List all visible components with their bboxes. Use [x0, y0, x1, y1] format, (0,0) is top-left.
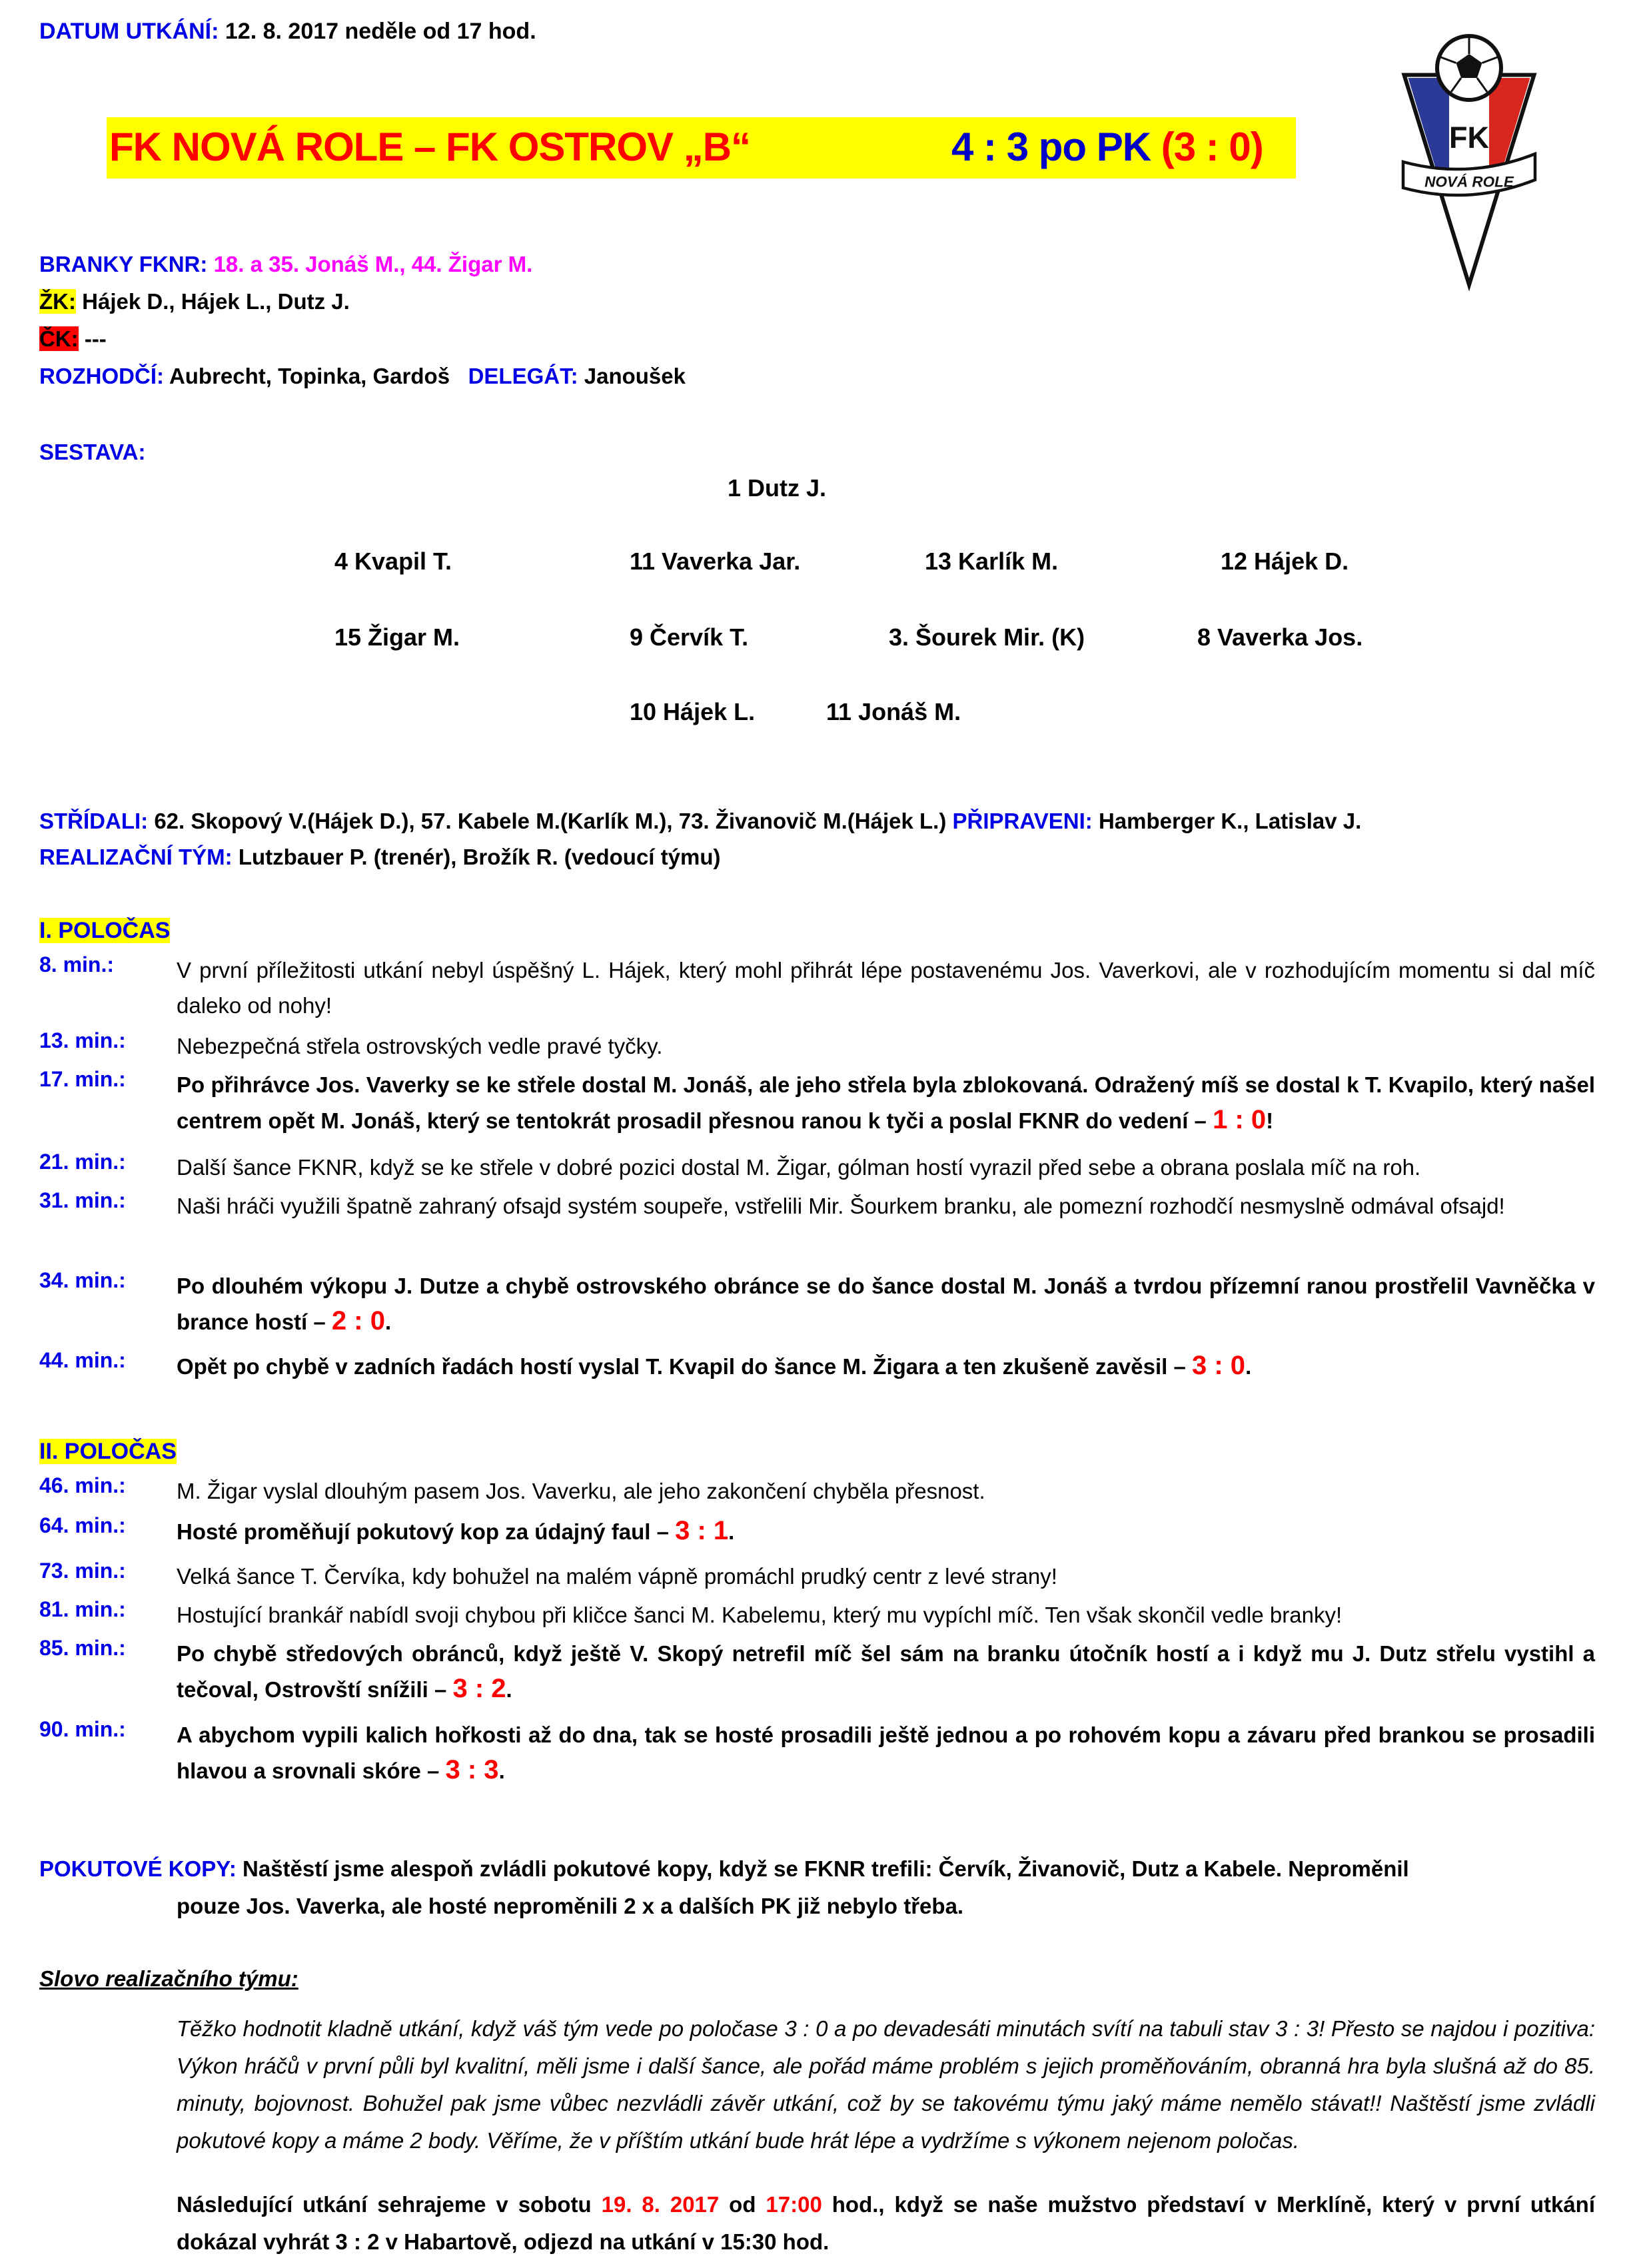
event-minute: 44. min.:	[39, 1348, 126, 1372]
event-text: Naši hráči využili špatně zahraný ofsajd systém soupeře, vstřelili Mir. Šourkem branku, ale pomezní rozhodčí nesmyslně odmával ofsajd!	[177, 1194, 1505, 1218]
next-match-paragraph	[177, 2186, 1595, 2261]
match-event	[39, 952, 1595, 1023]
staff-label: REALIZAČNÍ TÝM:	[39, 845, 233, 869]
event-score: 3 : 0	[1192, 1351, 1246, 1380]
event-text: M. Žigar vyslal dlouhým pasem Jos. Vaverku, ale jeho zakončení chyběla přesnost.	[177, 1479, 985, 1503]
match-event	[39, 1597, 1595, 1633]
event-text: Nebezpečná střela ostrovských vedle pravé tyčky.	[177, 1034, 663, 1058]
match-event	[39, 1028, 1595, 1064]
penalties-line2: pouze Jos. Vaverka, ale hosté neproměnili 2 x a dalších PK již nebylo třeba.	[177, 1894, 964, 1918]
event-minute: 8. min.:	[39, 952, 115, 976]
yellow-cards-label: ŽK:	[39, 289, 76, 314]
event-text: Hostující brankář nabídl svoji chybou při kličce šanci M. Kabelemu, který mu vypíchl míč. Ten však skončil vedle branky!	[177, 1603, 1343, 1627]
next-match-time: 17:00	[766, 2192, 822, 2217]
match-event	[39, 1188, 1595, 1224]
logo-fk-text: FK	[1449, 121, 1489, 155]
event-text-block	[177, 1597, 1595, 1633]
event-text-block	[177, 1028, 1595, 1064]
event-end-punctuation: .	[498, 1758, 505, 1783]
match-event	[39, 1150, 1595, 1185]
officials-line	[39, 364, 686, 389]
lineup-player: 11 Vaverka Jar.	[630, 548, 801, 575]
match-event	[39, 1559, 1595, 1594]
event-minute: 85. min.:	[39, 1636, 126, 1660]
next-match-date: 19. 8. 2017	[601, 2192, 720, 2217]
event-minute: 46. min.:	[39, 1473, 126, 1497]
event-text: V první příležitosti utkání nebyl úspěšný L. Hájek, který mohl přihrát lépe postavenému Jos. Vaverkovi, ale v rozhodujícím momentu si dal míč daleko od nohy!	[177, 958, 1595, 1018]
event-score: 2 : 0	[331, 1306, 385, 1335]
event-score: 3 : 3	[445, 1755, 499, 1784]
referees-value: Aubrecht, Topinka, Gardoš	[169, 364, 450, 388]
match-event	[39, 1513, 1595, 1549]
goals-label: BRANKY FKNR:	[39, 252, 208, 276]
date-value: 12. 8. 2017 neděle od 17 hod.	[225, 19, 536, 44]
event-end-punctuation: .	[728, 1519, 735, 1544]
goals-value: 18. a 35. Jonáš M., 44. Žigar M.	[213, 252, 533, 276]
event-minute: 90. min.:	[39, 1717, 126, 1741]
event-text-block	[177, 1513, 1595, 1549]
logo-banner-text: NOVÁ ROLE	[1424, 173, 1514, 190]
lineup-player: 13 Karlík M.	[925, 548, 1059, 575]
lineup-goalkeeper: 1 Dutz J.	[728, 474, 827, 502]
event-text: Po přihrávce Jos. Vaverky se ke střele dostal M. Jonáš, ale jeho střela byla zblokovaná. Odražený míš se dostal k T. Kvapilo, který našel centrem opět M. Jonáš, který se tentokrát prosadil přesnou ranou k tyči a poslal FKNR do vedení –	[177, 1072, 1595, 1133]
match-event	[39, 1067, 1595, 1138]
event-minute: 13. min.:	[39, 1028, 126, 1052]
event-text-block	[177, 952, 1595, 1023]
halftime-score: (3 : 0)	[1161, 125, 1263, 169]
staff-word-heading: Slovo realizačního týmu:	[39, 1966, 298, 1991]
event-minute: 17. min.:	[39, 1067, 126, 1091]
staff-word-text: Těžko hodnotit kladně utkání, když váš tým vede po poločase 3 : 0 a po devadesáti minutách svítí na tabuli stav 3 : 3! Přesto se najdou i pozitiva: Výkon hráčů v první půli byl kvalitní, měli jsme i další šance, ale pořád máme problém s jejich proměňováním, obranná hra byla slušná až do 85. minuty, bojovnost. Bohužel pak jsme vůbec nezvládli závěr utkání, což by se takovému týmu jaký máme nemělo stávat!! Naštěstí jsme zvládli pokutové kopy a máme 2 body. Věříme, že v příštím utkání bude hrát lépe a vydržíme s výkonem nejenom poločas.	[177, 2016, 1595, 2153]
next-match-text-a: Následující utkání sehrajeme v sobotu	[177, 2192, 592, 2217]
delegate-label: DELEGÁT:	[468, 364, 578, 388]
event-text-block	[177, 1067, 1595, 1138]
event-text-block	[177, 1348, 1595, 1384]
match-teams: FK NOVÁ ROLE – FK OSTROV „B“	[109, 125, 751, 169]
subs-label: STŘÍDALI:	[39, 809, 149, 833]
lineup-player: 3. Šourek Mir. (K)	[889, 623, 1085, 651]
substitutions-line	[39, 809, 1361, 834]
match-event	[39, 1348, 1595, 1384]
delegate-value: Janoušek	[584, 364, 686, 388]
penalties-label: POKUTOVÉ KOPY:	[39, 1856, 237, 1881]
match-title-banner	[107, 117, 1296, 179]
event-text-block	[177, 1268, 1595, 1339]
event-text-block	[177, 1717, 1595, 1788]
yellow-cards-value: Hájek D., Hájek L., Dutz J.	[82, 289, 350, 314]
event-end-punctuation: .	[384, 1310, 392, 1334]
staff-line	[39, 845, 720, 870]
staff-value: Lutzbauer P. (trenér), Brožík R. (vedoucí týmu)	[238, 845, 721, 869]
event-text: Hosté proměňují pokutový kop za údajný faul –	[177, 1519, 669, 1544]
red-cards-line	[39, 326, 107, 352]
lineup-player: 11 Jonáš M.	[826, 698, 961, 725]
event-end-punctuation: .	[506, 1677, 512, 1702]
event-minute: 81. min.:	[39, 1597, 126, 1621]
event-minute: 73. min.:	[39, 1559, 126, 1583]
event-score: 3 : 2	[452, 1674, 506, 1703]
match-event	[39, 1717, 1595, 1788]
event-minute: 34. min.:	[39, 1268, 126, 1292]
next-match-text-b: od	[729, 2192, 756, 2217]
lineup-label: SESTAVA:	[39, 440, 146, 464]
event-score: 1 : 0	[1213, 1105, 1267, 1134]
event-minute: 64. min.:	[39, 1513, 126, 1537]
lineup-player: 8 Vaverka Jos.	[1197, 623, 1363, 651]
date-label: DATUM UTKÁNÍ:	[39, 19, 219, 44]
match-event	[39, 1268, 1595, 1339]
event-end-punctuation: !	[1266, 1108, 1274, 1133]
penalties-line1: Naštěstí jsme alespoň zvládli pokutové kopy, když se FKNR trefili: Červík, Živanovič, Dutz a Kabele. Neproměnil	[243, 1856, 1409, 1881]
ready-label: PŘIPRAVENI:	[952, 809, 1093, 833]
red-cards-label: ČK:	[39, 326, 79, 351]
second-half-heading	[39, 1439, 177, 1465]
match-event	[39, 1473, 1595, 1509]
ready-value: Hamberger K., Latislav J.	[1098, 809, 1362, 833]
lineup-player: 15 Žigar M.	[334, 623, 460, 651]
first-half-heading	[39, 918, 170, 944]
yellow-cards-line	[39, 289, 350, 314]
referees-label: ROZHODČÍ:	[39, 364, 164, 388]
event-text: Po dlouhém výkopu J. Dutze a chybě ostrovského obránce se do šance dostal M. Jonáš a tvrdou přízemní ranou prostřelil Vavněčka v brance hostí –	[177, 1274, 1595, 1334]
event-score: 3 : 1	[675, 1516, 729, 1545]
event-end-punctuation: .	[1245, 1354, 1252, 1379]
match-date	[39, 19, 536, 45]
event-text: Opět po chybě v zadních řadách hostí vyslal T. Kvapil do šance M. Žigara a ten zkušeně zavěsil –	[177, 1354, 1186, 1379]
event-text: Po chybě středových obránců, když ještě V. Skopý netrefil míč šel sám na branku útočník hostí a i když mu J. Dutz střelu vystihl a tečoval, Ostrovští snížili –	[177, 1641, 1595, 1702]
first-half-label: I. POLOČAS	[39, 918, 171, 943]
lineup-player: 12 Hájek D.	[1221, 548, 1349, 575]
lineup-player: 4 Kvapil T.	[334, 548, 452, 575]
subs-value: 62. Skopový V.(Hájek D.), 57. Kabele M.(Karlík M.), 73. Živanovič M.(Hájek L.)	[154, 809, 947, 833]
event-text-block	[177, 1188, 1595, 1224]
event-text: Velká šance T. Červíka, kdy bohužel na malém vápně promáchl prudký centr z levé strany!	[177, 1564, 1057, 1589]
event-text-block	[177, 1559, 1595, 1594]
event-minute: 31. min.:	[39, 1188, 126, 1212]
event-text-block	[177, 1473, 1595, 1509]
next-match-text-c: hod., když se naše mužstvo představí v Merklíně, který v první utkání dokázal vyhrát 3 : 2 v Habartově, odjezd na utkání v 15:30 hod.	[177, 2192, 1595, 2254]
red-cards-value: ---	[84, 326, 107, 351]
event-text-block	[177, 1636, 1595, 1707]
final-score: 4 : 3 po PK	[951, 125, 1151, 169]
goals-line	[39, 252, 532, 277]
club-logo	[1399, 27, 1539, 293]
event-text: Další šance FKNR, když se ke střele v dobré pozici dostal M. Žigar, gólman hostí vyrazil před sebe a obrana poslala míč na roh.	[177, 1155, 1421, 1180]
lineup-player: 9 Červík T.	[630, 623, 749, 651]
match-event	[39, 1636, 1595, 1707]
match-result	[951, 124, 1263, 170]
lineup-player: 10 Hájek L.	[630, 698, 756, 725]
event-minute: 21. min.:	[39, 1150, 126, 1174]
penalties-paragraph	[39, 1850, 1595, 1925]
second-half-label: II. POLOČAS	[39, 1439, 177, 1464]
event-text-block	[177, 1150, 1595, 1185]
event-text: A abychom vypili kalich hořkosti až do dna, tak se hosté prosadili ještě jednou a po rohovém kopu a závaru před brankou se prosadili hlavou a srovnali skóre –	[177, 1722, 1595, 1783]
